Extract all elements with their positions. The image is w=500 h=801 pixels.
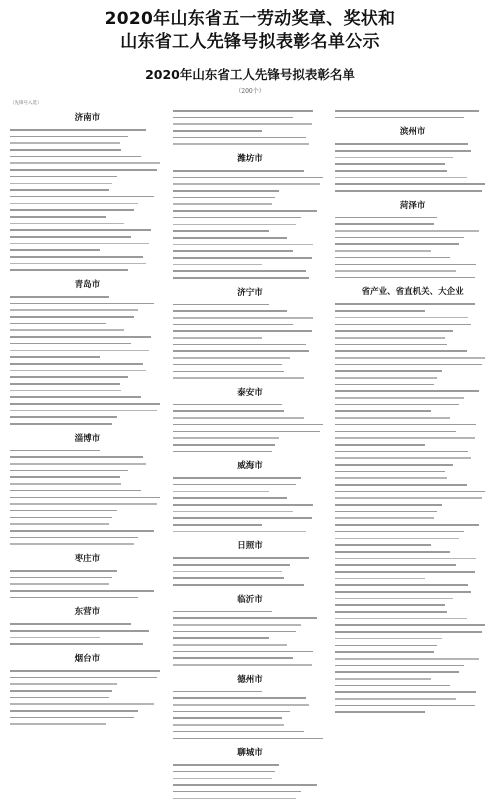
list-count: （200个） [235,88,265,95]
honoree-entry [10,641,165,647]
honoree-entry [173,315,328,321]
honoree-entry [10,181,165,187]
honoree-entry [173,515,328,521]
honoree-entry [173,789,328,795]
honoree-entry [10,401,165,407]
city-heading: 淄博市 [74,433,101,444]
honoree-entry [173,702,328,708]
honoree-entry [10,307,165,313]
honoree-entry [10,214,165,220]
honoree-entry [173,475,328,481]
honoree-entry [173,709,328,715]
honoree-entry [173,115,328,121]
honoree-entry [335,188,490,194]
honoree-entry [10,201,165,207]
honoree-entry [173,635,328,641]
city-section [10,605,165,647]
honoree-entry [335,462,490,468]
honoree-entry [10,394,165,400]
honoree-entry [335,562,490,568]
honoree-entry [173,722,328,728]
honoree-entry [10,481,165,487]
list-title: 2020年山东省工人先锋号拟表彰名单 [145,67,355,82]
honoree-entry [10,341,165,347]
honoree-entry [335,155,490,161]
honoree-entry [10,474,165,480]
honoree-entry [335,622,490,628]
honoree-entry [335,408,490,414]
honoree-entry [10,461,165,467]
honoree-entry [10,541,165,547]
honoree-entry [173,509,328,515]
honoree-entry [335,415,490,421]
honoree-entry [335,636,490,642]
honoree-entry [173,355,328,361]
honoree-entry [335,696,490,702]
column-note [335,100,490,106]
honoree-entry [335,148,490,154]
honoree-entry [173,335,328,341]
honoree-entry [173,442,328,448]
city-section [173,746,328,801]
honoree-entry [10,715,165,721]
honoree-entry [335,429,490,435]
honoree-entry [173,322,328,328]
city-heading: 泰安市 [237,387,263,398]
city-section [173,286,328,381]
city-section [173,152,328,281]
city-heading: 济南市 [74,113,101,123]
honoree-entry [335,362,490,368]
honoree-entry [10,354,165,360]
honoree-entry [173,615,328,621]
honoree-entry [10,234,165,240]
honoree-entry [10,535,165,541]
honoree-entry [173,569,328,575]
honoree-entry [335,502,490,508]
honoree-entry [335,455,490,461]
honoree-entry [173,662,328,668]
honoree-entry [173,181,328,187]
honoree-entry [335,108,490,114]
city-heading: 日照市 [237,541,263,552]
honoree-entry [173,429,328,435]
honoree-entry [335,248,490,254]
honoree-entry [10,361,165,367]
honoree-entry [173,195,328,201]
honoree-entry [10,721,165,727]
honoree-entry [10,294,165,300]
city-section [335,125,490,193]
page-title-line1: 2020年山东省五一劳动奖章、奖状和 [104,9,396,29]
honoree-entry [10,174,165,180]
honoree-entry [10,167,165,173]
city-section [173,108,328,147]
column-1 [10,100,165,696]
honoree-entry [173,222,328,228]
honoree-entry [335,268,490,274]
honoree-entry [335,649,490,655]
honoree-entry [335,656,490,662]
honoree-entry [10,134,165,140]
honoree-entry [335,482,490,488]
honoree-entry [335,382,490,388]
honoree-entry [10,488,165,494]
honoree-entry [173,128,328,134]
honoree-entry [173,729,328,735]
honoree-entry [173,435,328,441]
honoree-entry [173,188,328,194]
honoree-entry [10,635,165,641]
honoree-entry [335,663,490,669]
honoree-entry [10,321,165,327]
city-heading: 滨州市 [399,127,426,138]
honoree-entry [173,302,328,308]
honoree-entry [335,168,490,174]
honoree-entry [10,701,165,707]
honoree-entry [10,628,165,634]
honoree-entry [335,215,490,221]
honoree-entry [335,301,490,307]
honoree-entry [10,581,165,587]
honoree-entry [10,348,165,354]
honoree-entry [173,449,328,455]
honoree-entry [10,595,165,601]
honoree-entry [173,215,328,221]
honoree-entry [335,335,490,341]
city-section [173,673,328,741]
honoree-entry [335,522,490,528]
honoree-entry [335,475,490,481]
city-section [10,652,165,727]
honoree-entry [335,676,490,682]
honoree-entry [173,642,328,648]
honoree-entry [335,262,490,268]
honoree-entry [173,242,328,248]
honoree-entry [10,381,165,387]
honoree-entry [335,355,490,361]
honoree-entry [10,521,165,527]
honoree-entry [173,201,328,207]
honoree-entry [10,241,165,247]
honoree-entry [173,135,328,141]
honoree-entry [173,175,328,181]
honoree-entry [173,769,328,775]
honoree-entry [173,555,328,561]
honoree-entry [335,703,490,709]
honoree-entry [10,194,165,200]
honoree-entry [10,374,165,380]
honoree-entry [335,589,490,595]
page-title-line2: 山东省工人先锋号拟表彰名单公示 [120,32,380,52]
honoree-entry [10,681,165,687]
honoree-entry [335,141,490,147]
honoree-entry [173,796,328,801]
honoree-entry [335,375,490,381]
honoree-entry [335,629,490,635]
column-3 [335,100,490,696]
honoree-entry [335,402,490,408]
honoree-entry [173,235,328,241]
honoree-entry [335,549,490,555]
city-heading: 聊城市 [237,748,263,759]
honoree-entry [173,629,328,635]
city-heading: 威海市 [237,461,263,472]
honoree-entry [173,776,328,782]
honoree-entry [173,262,328,268]
honoree-entry [173,141,328,147]
honoree-entry [10,575,165,581]
city-heading: 烟台市 [74,653,101,664]
honoree-entry [173,655,328,661]
column-2 [173,100,328,759]
honoree-entry [10,154,165,160]
honoree-entry [173,362,328,368]
honoree-entry [173,168,328,174]
honoree-entry [10,408,165,414]
honoree-entry [173,562,328,568]
honoree-entry [335,315,490,321]
city-section [10,278,165,427]
honoree-entry [10,254,165,260]
honoree-entry [10,675,165,681]
honoree-entry [10,528,165,534]
city-section [10,111,165,273]
city-section [10,552,165,600]
honoree-entry [335,556,490,562]
honoree-entry [335,542,490,548]
honoree-entry [335,241,490,247]
honoree-entry [173,275,328,281]
honoree-entry [10,140,165,146]
city-heading: 潍坊市 [237,154,263,165]
honoree-entry [10,334,165,340]
name-list-columns [10,100,490,759]
honoree-entry [173,415,328,421]
honoree-entry [173,782,328,788]
city-section [173,539,328,587]
honoree-entry [10,708,165,714]
honoree-entry [335,536,490,542]
honoree-entry [335,342,490,348]
honoree-entry [173,489,328,495]
city-heading: 枣庄市 [74,553,101,564]
honoree-entry [335,275,490,281]
honoree-entry [173,575,328,581]
honoree-entry [173,248,328,254]
honoree-entry [335,489,490,495]
honoree-entry [335,582,490,588]
honoree-entry [173,402,328,408]
honoree-entry [173,268,328,274]
honoree-entry [10,388,165,394]
honoree-entry [335,422,490,428]
honoree-entry [10,448,165,454]
honoree-entry [335,602,490,608]
column-note: （先锋号入选） [10,101,42,106]
honoree-entry [335,255,490,261]
column-note [173,100,328,106]
honoree-entry [335,609,490,615]
honoree-entry [10,495,165,501]
honoree-entry [335,569,490,575]
honoree-entry [10,227,165,233]
honoree-entry [10,327,165,333]
honoree-entry [335,395,490,401]
honoree-entry [173,502,328,508]
honoree-entry [173,375,328,381]
honoree-entry [10,695,165,701]
honoree-entry [10,314,165,320]
city-section [335,285,490,715]
honoree-entry [335,683,490,689]
honoree-entry [10,207,165,213]
honoree-entry [173,308,328,314]
honoree-entry [173,228,328,234]
city-section [10,432,165,547]
honoree-entry [335,228,490,234]
honoree-entry [335,175,490,181]
honoree-entry [335,643,490,649]
honoree-entry [10,127,165,133]
city-section [335,108,490,120]
city-section [335,199,490,281]
honoree-entry [173,609,328,615]
honoree-entry [173,689,328,695]
honoree-entry [10,261,165,267]
honoree-entry [335,435,490,441]
city-heading: 济宁市 [237,287,263,298]
city-heading: 东营市 [74,607,101,618]
honoree-entry [10,187,165,193]
honoree-entry [173,495,328,501]
honoree-entry [335,235,490,241]
honoree-entry [10,508,165,514]
honoree-entry [335,709,490,715]
honoree-entry [10,454,165,460]
honoree-entry [335,328,490,334]
honoree-entry [173,348,328,354]
honoree-entry [335,495,490,501]
honoree-entry [335,616,490,622]
honoree-entry [10,247,165,253]
honoree-entry [173,255,328,261]
honoree-entry [10,414,165,420]
city-heading: 菏泽市 [399,200,426,211]
honoree-entry [173,121,328,127]
honoree-entry [10,621,165,627]
honoree-entry [173,529,328,535]
honoree-entry [335,576,490,582]
honoree-entry [335,322,490,328]
honoree-entry [173,408,328,414]
honoree-entry [173,328,328,334]
honoree-entry [173,695,328,701]
honoree-entry [10,515,165,521]
honoree-entry [173,649,328,655]
honoree-entry [173,342,328,348]
honoree-entry [335,388,490,394]
honoree-entry [173,422,328,428]
honoree-entry [10,421,165,427]
honoree-entry [335,161,490,167]
honoree-entry [335,669,490,675]
city-heading: 临沂市 [237,594,263,605]
honoree-entry [173,715,328,721]
honoree-entry [335,515,490,521]
honoree-entry [335,529,490,535]
honoree-entry [10,160,165,166]
city-section [173,459,328,534]
honoree-entry [10,668,165,674]
honoree-entry [10,147,165,153]
honoree-entry [173,622,328,628]
honoree-entry [173,482,328,488]
honoree-entry [335,449,490,455]
honoree-entry [173,108,328,114]
honoree-entry [335,368,490,374]
city-section [173,386,328,454]
honoree-entry [10,301,165,307]
city-heading: 省产业、省直机关、大企业 [361,287,464,298]
honoree-entry [173,736,328,742]
honoree-entry [10,588,165,594]
honoree-entry [173,522,328,528]
honoree-entry [335,181,490,187]
honoree-entry [10,368,165,374]
honoree-entry [335,348,490,354]
honoree-entry [335,469,490,475]
city-heading: 德州市 [237,674,263,685]
honoree-entry [335,509,490,515]
honoree-entry [10,468,165,474]
honoree-entry [335,115,490,121]
city-section [173,593,328,668]
honoree-entry [173,369,328,375]
honoree-entry [335,308,490,314]
honoree-entry [10,221,165,227]
honoree-entry [173,208,328,214]
honoree-entry [335,596,490,602]
honoree-entry [335,221,490,227]
honoree-entry [10,267,165,273]
honoree-entry [10,501,165,507]
honoree-entry [335,689,490,695]
honoree-entry [173,762,328,768]
honoree-entry [10,568,165,574]
city-heading: 青岛市 [74,280,101,291]
honoree-entry [335,442,490,448]
honoree-entry [173,582,328,588]
honoree-entry [10,688,165,694]
